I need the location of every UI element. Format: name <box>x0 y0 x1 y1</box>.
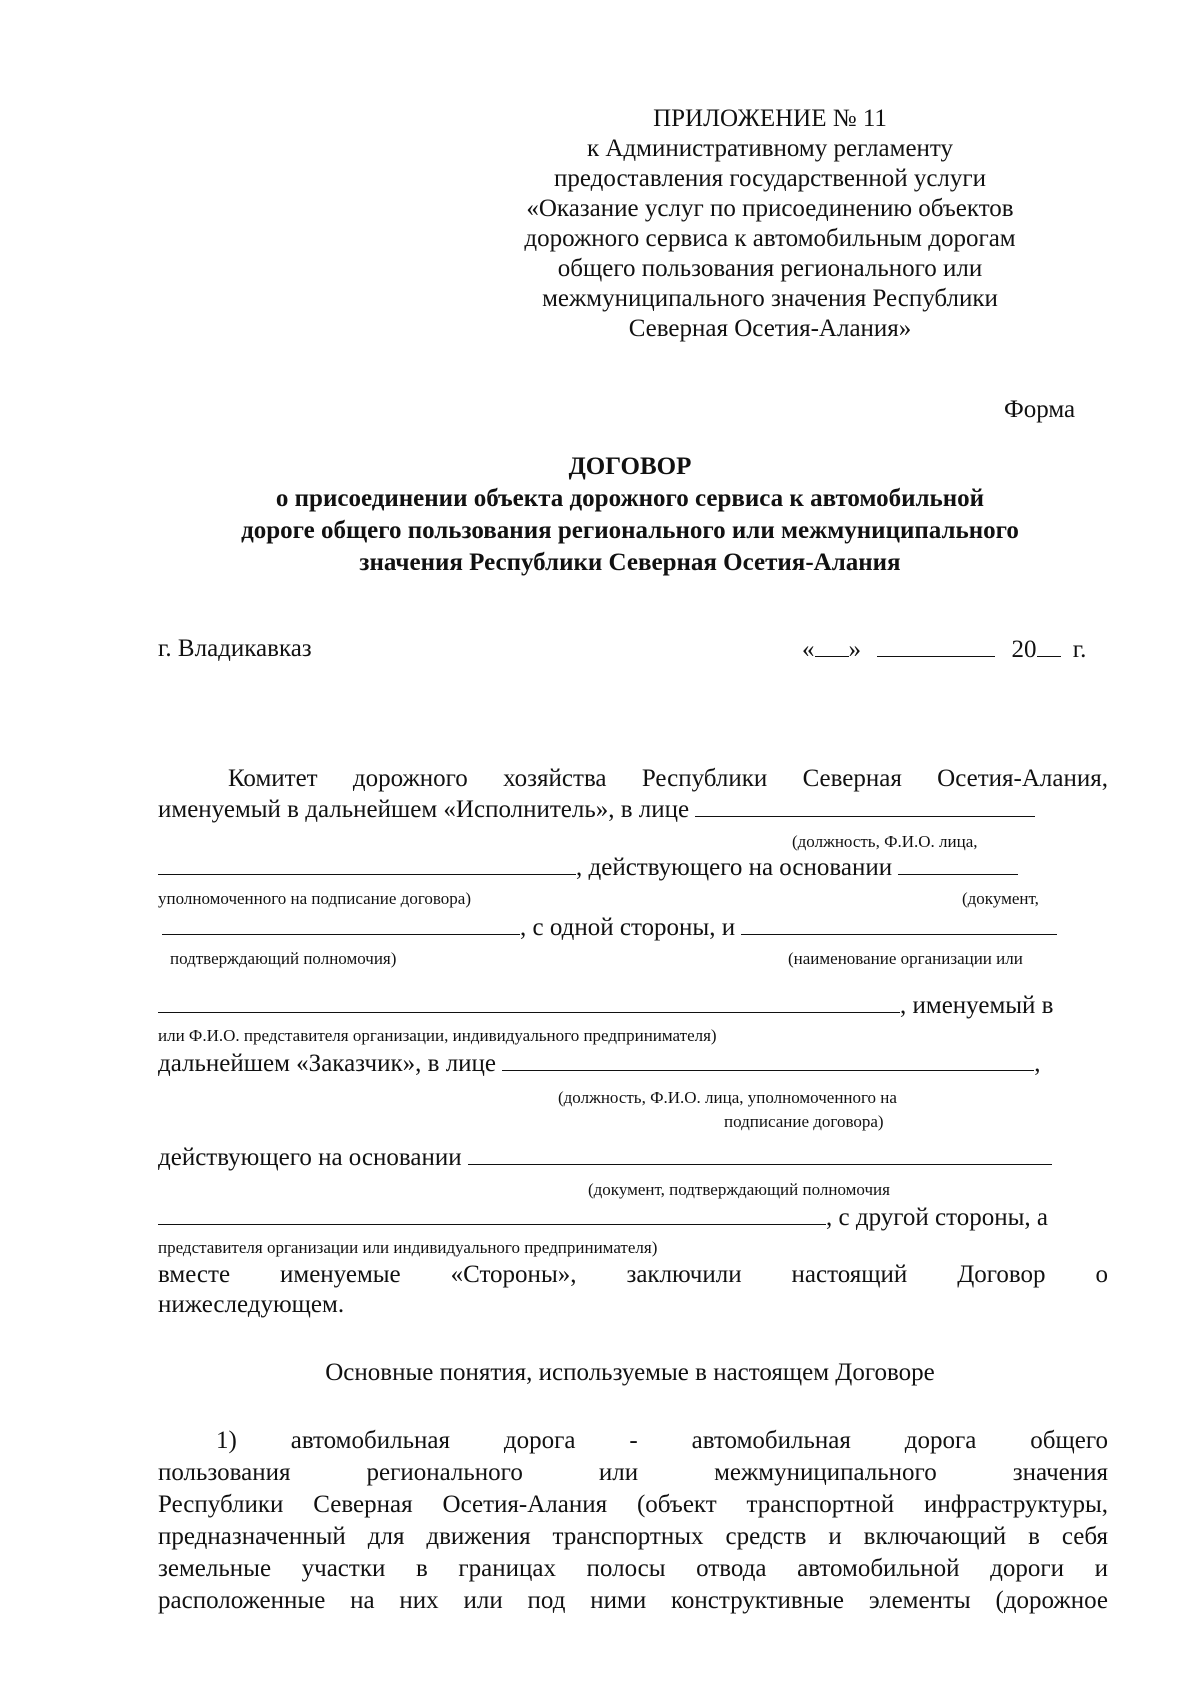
preamble-line <box>158 1142 1052 1173</box>
form-label: Форма <box>1004 396 1076 423</box>
executor-basis-blank[interactable] <box>898 852 1018 875</box>
customer-name-blank[interactable] <box>158 990 900 1013</box>
month-blank[interactable] <box>877 634 995 657</box>
preamble-line <box>158 852 1018 883</box>
caption: (должность, Ф.И.О. лица, <box>792 832 978 851</box>
appendix-line: «Оказание услуг по присоединению объектов <box>526 195 1014 222</box>
preamble-text: , <box>1034 1050 1041 1077</box>
year-prefix: 20 <box>1011 636 1037 663</box>
year-suffix: г. <box>1072 636 1087 663</box>
preamble-line: Комитет дорожного хозяйства Республики Северная Осетия-Алания, <box>228 765 1108 792</box>
caption: или Ф.И.О. представителя организации, индивидуального предпринимателя) <box>158 1026 717 1045</box>
caption: уполномоченного на подписание договора) <box>158 889 471 908</box>
date-open-quote: « <box>802 636 815 663</box>
appendix-line: Северная Осетия-Алания» <box>628 315 912 342</box>
preamble-line <box>162 912 1057 943</box>
year-blank[interactable] <box>1037 634 1061 657</box>
caption: (документ, подтверждающий полномочия <box>588 1180 890 1199</box>
customer-basis-blank[interactable] <box>468 1142 1052 1165</box>
caption: представителя организации или индивидуального предпринимателя) <box>158 1238 658 1257</box>
preamble-line: нижеследующем. <box>158 1291 345 1318</box>
appendix-line: дорожного сервиса к автомобильным дорогам <box>524 225 1016 252</box>
definition-line: Республики Северная Осетия-Алания (объект транспортной инфраструктуры, <box>158 1491 1108 1518</box>
customer-org-blank[interactable] <box>741 912 1057 935</box>
executor-document-blank[interactable] <box>162 912 520 935</box>
preamble-text: , именуемый в <box>900 992 1054 1019</box>
contract-subtitle-line: значения Республики Северная Осетия-Алания <box>359 549 901 576</box>
preamble-line <box>158 794 1035 825</box>
contract-city: г. Владикавказ <box>158 635 312 662</box>
preamble-text: , с одной стороны, и <box>520 914 736 941</box>
appendix-line: предоставления государственной услуги <box>553 165 987 192</box>
appendix-line: общего пользования регионального или <box>557 255 983 282</box>
preamble-line <box>158 990 1054 1021</box>
definition-line: 1) автомобильная дорога - автомобильная дорога общего <box>216 1427 1108 1454</box>
preamble-text: именуемый в дальнейшем «Исполнитель», в лице <box>158 796 690 823</box>
caption: подтверждающий полномочия) <box>170 949 397 968</box>
contract-title: ДОГОВОР <box>568 453 692 480</box>
definition-line: предназначенный для движения транспортных средств и включающий в себя <box>158 1523 1108 1550</box>
date-close-quote: » <box>848 636 861 663</box>
appendix-line: к Административному регламенту <box>586 135 954 162</box>
customer-representative-blank[interactable] <box>502 1048 1034 1071</box>
caption: (наименование организации или <box>788 949 1023 968</box>
caption: (должность, Ф.И.О. лица, уполномоченного на <box>558 1088 897 1107</box>
preamble-text: , с другой стороны, а <box>826 1204 1048 1231</box>
day-blank[interactable] <box>815 634 849 657</box>
definition-line: пользования регионального или межмуниципального значения <box>158 1459 1108 1486</box>
contract-subtitle-line: дороге общего пользования регионального или межмуниципального <box>241 517 1019 544</box>
executor-name-blank[interactable] <box>158 852 576 875</box>
contract-subtitle-line: о присоединении объекта дорожного сервиса к автомобильной <box>275 485 985 512</box>
definition-line: земельные участки в границах полосы отвода автомобильной дороги и <box>158 1555 1108 1582</box>
appendix-title: ПРИЛОЖЕНИЕ № 11 <box>653 105 887 132</box>
executor-representative-blank[interactable] <box>695 794 1035 817</box>
preamble-text: действующего на основании <box>158 1144 462 1171</box>
preamble-line: вместе именуемые «Стороны», заключили настоящий Договор о <box>158 1261 1108 1288</box>
preamble-line <box>158 1202 1048 1233</box>
section-heading: Основные понятия, используемые в настоящем Договоре <box>325 1359 935 1386</box>
caption: подписание договора) <box>724 1112 884 1131</box>
preamble-line <box>158 1048 1041 1079</box>
preamble-text: дальнейшем «Заказчик», в лице <box>158 1050 497 1077</box>
definition-line: расположенные на них или под ними конструктивные элементы (дорожное <box>158 1587 1108 1614</box>
preamble-text: , действующего на основании <box>576 854 893 881</box>
customer-document-blank[interactable] <box>158 1202 826 1225</box>
contract-date <box>802 634 1086 665</box>
appendix-line: межмуниципального значения Республики <box>542 285 998 312</box>
caption: (документ, <box>962 889 1039 908</box>
